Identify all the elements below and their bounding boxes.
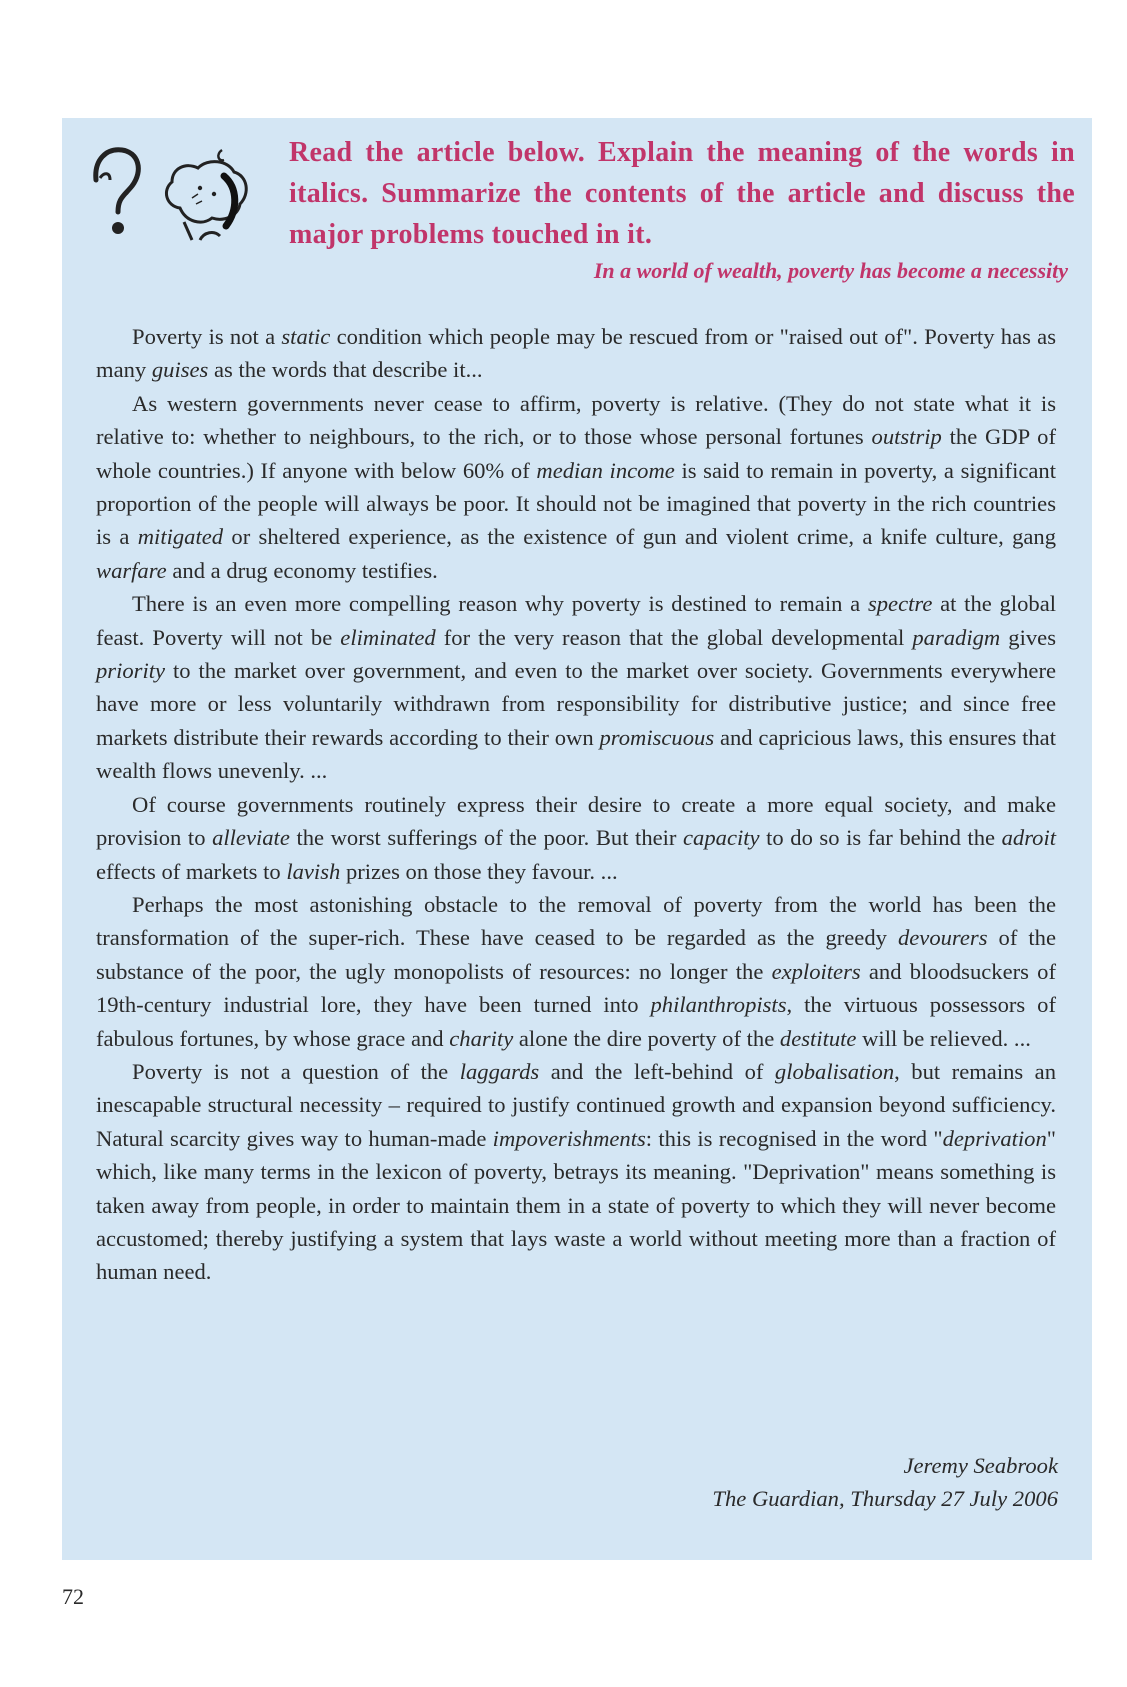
text-run: for the very reason that the global developmental	[435, 624, 913, 650]
text-run: and the left-behind of	[539, 1058, 775, 1084]
text-run: at the global feast. Poverty will not be	[96, 591, 1057, 650]
text-run: , the virtuous possessors of fabulous fortunes, by whose grace and	[96, 992, 1056, 1051]
italic-term: globalisation	[774, 1058, 895, 1084]
text-run: " which, like many terms in the lexicon of poverty, betrays its meaning. "Deprivation" means something is taken away from people, in order to maintain them in a state of poverty to which they will never become accustomed; thereby justifying a system that lays waste a world without meeting more than a fraction of human need.	[96, 1125, 1057, 1285]
article-paragraph	[96, 1055, 1056, 1289]
italic-term: adroit	[1001, 825, 1057, 851]
italic-term: lavish	[286, 858, 341, 884]
italic-term: static	[281, 324, 331, 349]
article-paragraph	[96, 587, 1056, 787]
exercise-instruction: Read the article below. Explain the meaning of the words in italics. Summarize the contents of the article and discuss the major problems touched in it.	[289, 137, 1075, 250]
exercise-panel	[62, 118, 1092, 1560]
article-body	[96, 320, 1056, 1289]
text-run: effects of markets to	[96, 858, 287, 884]
text-run: the GDP of whole countries.) If anyone with below 60% of	[96, 424, 1057, 483]
text-run: of the substance of the poor, the ugly monopolists of resources: no longer the	[96, 925, 1056, 984]
text-run: Of course governments routinely express their desire to create a more equal society, and make provision to	[96, 791, 1056, 851]
text-run: : this is recognised in the word "	[645, 1125, 943, 1151]
publication-source: The Guardian, Thursday 27 July 2006	[712, 1486, 1058, 1511]
italic-term: exploiters	[771, 958, 861, 984]
text-run: the worst sufferings of the poor. But their	[289, 825, 684, 851]
text-run: There is an even more compelling reason why poverty is destined to remain a	[132, 591, 868, 617]
italic-term: priority	[96, 658, 166, 684]
italic-term: guises	[151, 357, 209, 383]
text-run: Poverty is not a	[132, 324, 282, 349]
text-run: condition which people may be rescued from or "raised out of". Poverty has as many	[96, 324, 1056, 383]
text-run: will be relieved. ...	[856, 1025, 1031, 1051]
text-run: and capricious laws, this ensures that wealth flows unevenly. ...	[96, 724, 1056, 784]
italic-term: deprivation	[942, 1125, 1047, 1151]
italic-term: philanthropists	[650, 992, 787, 1018]
italic-term: spectre	[867, 591, 933, 617]
thinking-head-icon	[166, 150, 246, 240]
italic-term: median income	[536, 457, 675, 483]
article-paragraph	[96, 788, 1056, 888]
article-paragraph	[96, 320, 1056, 387]
article-paragraph	[96, 888, 1056, 1055]
italic-term: destitute	[779, 1025, 857, 1051]
italic-term: warfare	[96, 557, 167, 583]
thinking-illustration	[88, 136, 258, 248]
article-signature	[712, 1449, 1058, 1515]
text-run: is said to remain in poverty, a significant proportion of the people will always be poor. It should not be imagined that poverty in the rich countries is a	[96, 457, 1056, 550]
text-run: and a drug economy testifies.	[166, 557, 438, 583]
text-run: to the market over government, and even to the market over society. Governments everywhere have more or less voluntarily withdrawn from responsibility for distributive justice; and since free markets distribute their rewards according to their own	[96, 658, 1056, 750]
italic-term: laggards	[459, 1058, 540, 1084]
italic-term: capacity	[683, 825, 760, 851]
text-run: and bloodsuckers of 19th-century industrial lore, they have been turned into	[96, 958, 1056, 1018]
text-run: prizes on those they favour. ...	[340, 858, 618, 884]
text-run: As western governments never cease to affirm, poverty is relative. (They do not state what it is relative to: whether to neighbours, to the rich, or to those whose personal fortunes	[96, 390, 1056, 450]
text-run: gives	[1000, 624, 1056, 650]
italic-term: paradigm	[912, 624, 1001, 650]
italic-term: mitigated	[137, 524, 224, 550]
italic-term: charity	[449, 1025, 514, 1051]
question-mark-icon	[96, 150, 139, 234]
text-run: to do so is far behind the	[759, 825, 1002, 851]
text-run: alone the dire poverty of the	[513, 1025, 780, 1051]
article-subtitle: In a world of wealth, poverty has become a necessity	[593, 258, 1068, 283]
italic-term: impoverishments	[492, 1125, 646, 1151]
text-run: as the words that describe it...	[208, 357, 483, 383]
text-run: Perhaps the most astonishing obstacle to the removal of poverty from the world has been the transformation of the super-rich. These have ceased to be regarded as the greedy	[96, 891, 1056, 951]
author-name: Jeremy Seabrook	[903, 1453, 1058, 1478]
text-run: Poverty is not a question of the	[132, 1058, 460, 1084]
article-paragraph	[96, 387, 1056, 587]
italic-term: eliminated	[340, 624, 436, 650]
italic-term: promiscuous	[599, 724, 715, 750]
text-run: or sheltered experience, as the existence of gun and violent crime, a knife culture, gang	[223, 524, 1056, 550]
italic-term: alleviate	[212, 825, 290, 851]
text-run: , but remains an inescapable structural necessity – required to justify continued growth and expansion beyond sufficiency. Natural scarcity gives way to human-made	[96, 1058, 1057, 1151]
italic-term: outstrip	[871, 424, 942, 450]
italic-term: devourers	[897, 925, 988, 951]
page-number: 72	[62, 1584, 84, 1609]
